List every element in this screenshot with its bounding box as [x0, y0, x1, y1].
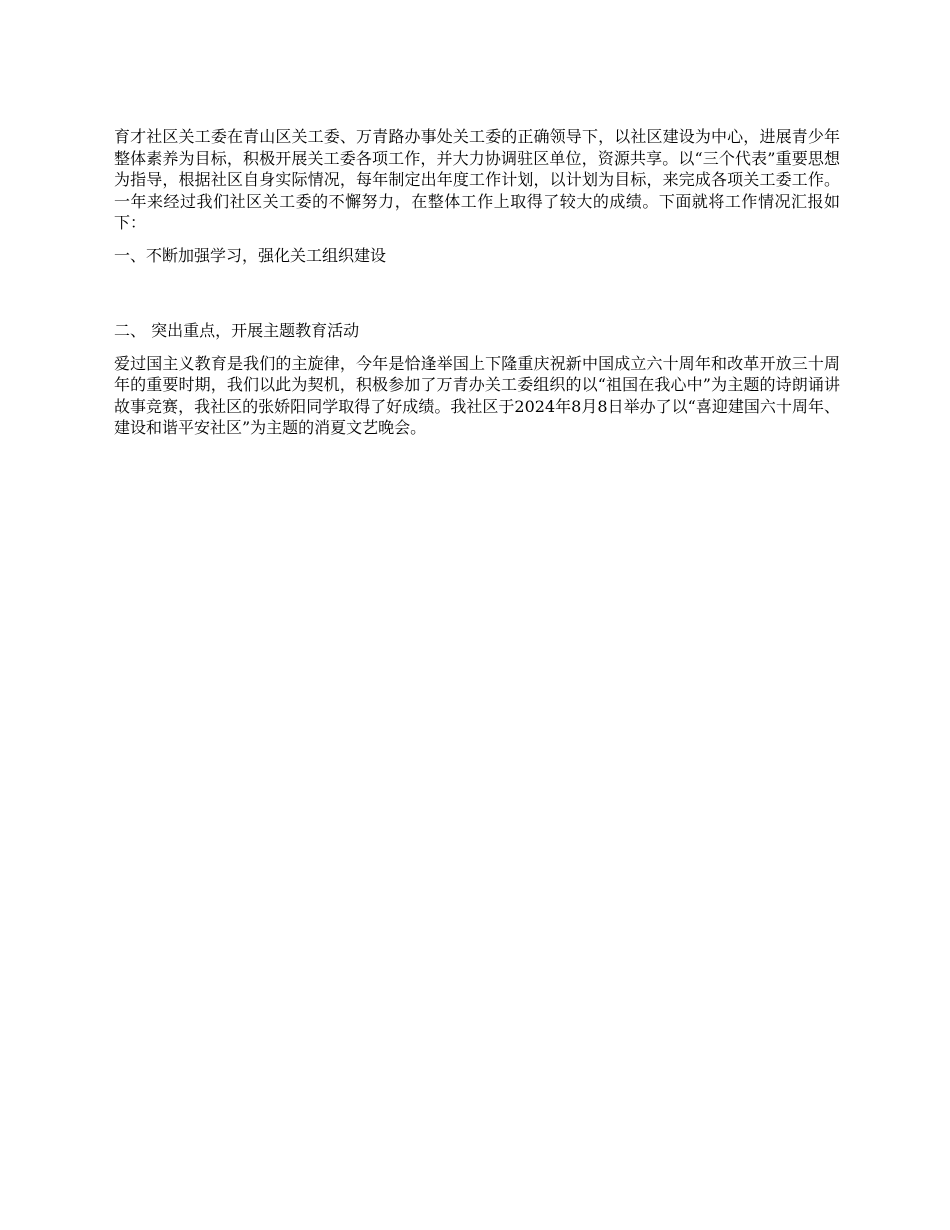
document-body — [114, 126, 840, 439]
section-heading-1: 一、不断加强学习，强化关工组织建设 — [114, 245, 387, 265]
section-heading-2: 二、 突出重点，开展主题教育活动 — [114, 321, 360, 340]
section-2-paragraph: 爱过国主义教育是我们的主旋律，今年是恰逢举国上下隆重庆祝新中国成立六十周年和改革开放三十周年的重要时期，我们以此为契机，积极参加了万青办关工委组织的以“祖国在我心中”为主题的诗朗诵讲故事竞赛，我社区的张娇阳同学取得了好成绩。我社区于2024年8月8日举办了以“喜迎建国六十周年、建设和谐平安社区”为主题的消夏文艺晚会。 — [114, 353, 840, 437]
intro-paragraph: 育才社区关工委在青山区关工委、万青路办事处关工委的正确领导下，以社区建设为中心，进展青少年整体素养为目标，积极开展关工委各项工作，并大力协调驻区单位，资源共享。以“三个代表”重要思想为指导，根据社区自身实际情况，每年制定出年度工作计划，以计划为目标，来完成各项关工委工作。一年来经过我们社区关工委的不懈努力，在整体工作上取得了较大的成绩。下面就将工作情况汇报如下： — [114, 127, 840, 232]
